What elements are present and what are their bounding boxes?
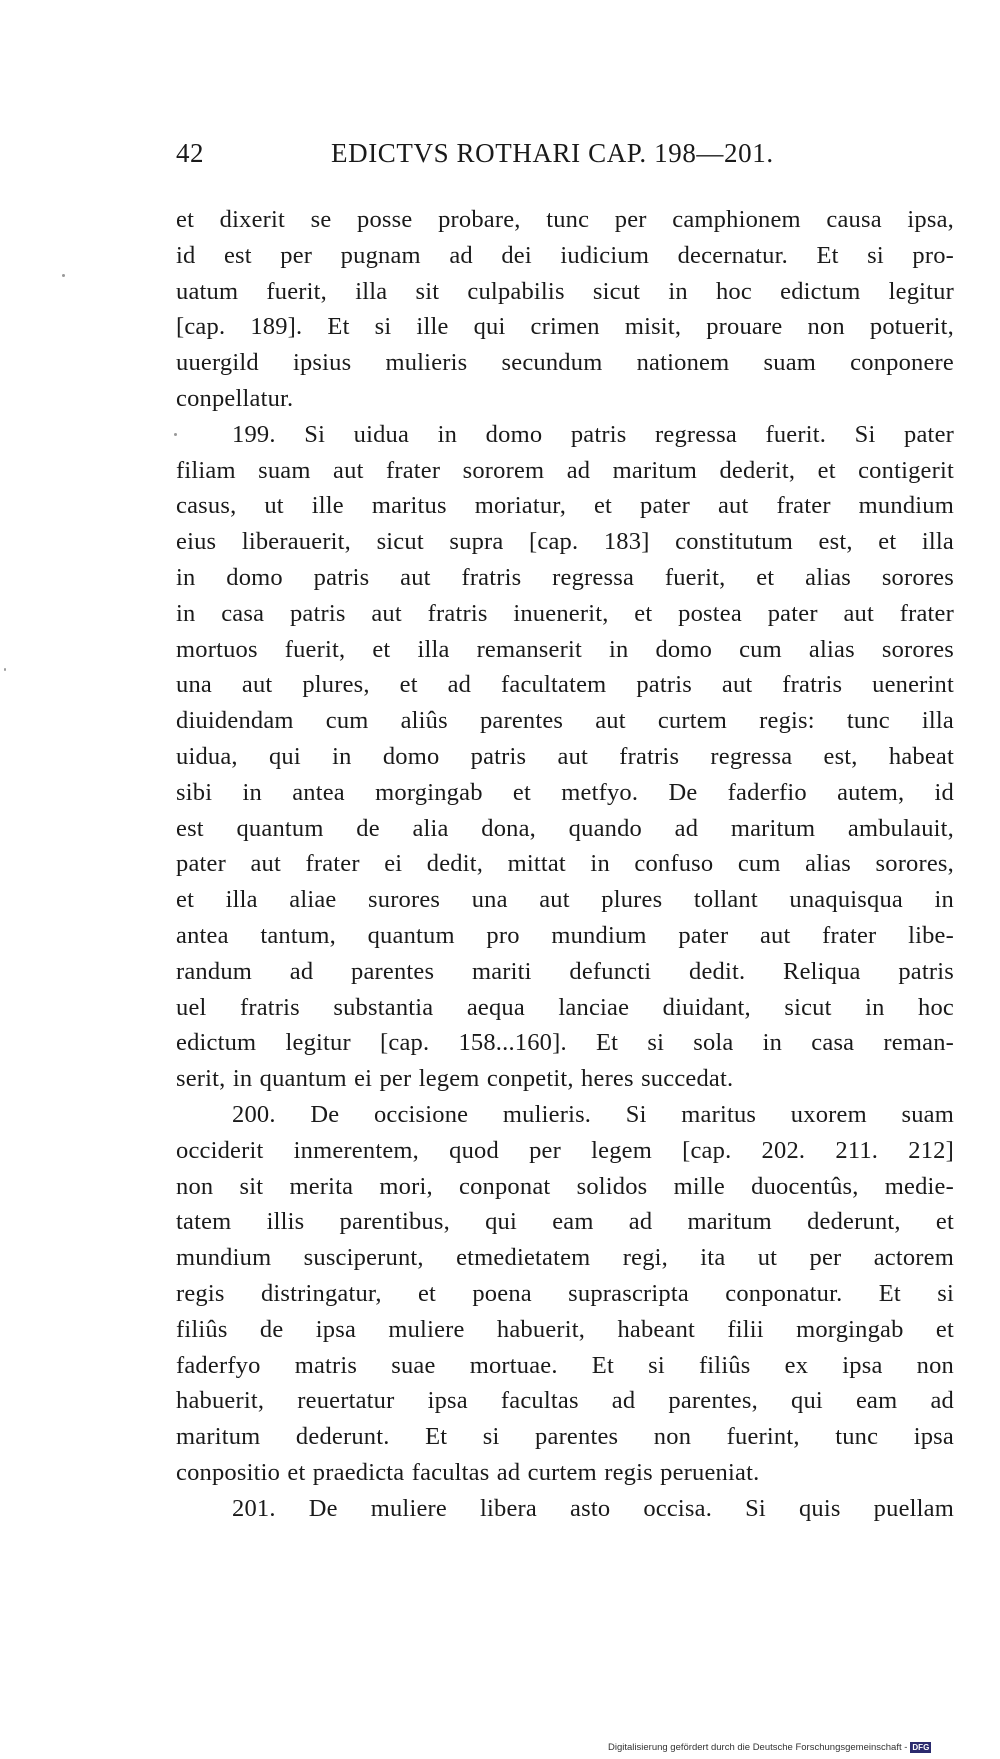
text-line: et dixerit se posse probare, tunc per camphionem causa ipsa, [176, 206, 954, 233]
text-line: [cap. 189]. Et si ille qui crimen misit, prouare non potuerit, [176, 313, 954, 341]
text-line: filiam suam aut frater sororem ad maritum dederit, et contigerit [176, 456, 954, 484]
text-line: 199. Si uidua in domo patris regressa fuerit. Si pater [232, 420, 954, 448]
text-line: conpositio et praedicta facultas ad curtem regis perueniat. [176, 1458, 760, 1486]
scan-speck [174, 433, 177, 436]
text-line: 200. De occisione mulieris. Si maritus uxorem suam [232, 1100, 954, 1128]
text-line: regis distringatur, et poena suprascripta conponatur. Et si [176, 1279, 954, 1307]
page-header [176, 138, 956, 178]
text-line: est quantum de alia dona, quando ad maritum ambulauit, [176, 814, 954, 842]
text-line: randum ad parentes mariti defuncti dedit. Reliqua patris [176, 957, 954, 985]
text-line: uidua, qui in domo patris aut fratris regressa est, habeat [176, 742, 954, 770]
text-line: in domo patris aut fratris regressa fuerit, et alias sorores [176, 563, 954, 591]
text-line: sibi in antea morgingab et metfyo. De faderfio autem, id [176, 778, 954, 806]
text-line: id est per pugnam ad dei iudicium decernatur. Et si pro- [176, 241, 954, 269]
text-line: serit, in quantum ei per legem conpetit, heres succedat. [176, 1065, 734, 1093]
digitization-credit [608, 1742, 998, 1756]
text-line: 201. De muliere libera asto occisa. Si quis puellam [232, 1494, 954, 1522]
text-line: uatum fuerit, illa sit culpabilis sicut in hoc edictum legitur [176, 277, 954, 305]
credit-text: Digitalisierung gefördert durch die Deutsche Forschungsgemeinschaft - [608, 1742, 908, 1754]
dfg-logo: DFG [912, 1743, 930, 1752]
text-line: uuergild ipsius mulieris secundum nationem suam conponere [176, 349, 954, 377]
page-number: 42 [176, 138, 204, 168]
text-line: eius liberauerit, sicut supra [cap. 183] constitutum est, et illa [176, 528, 954, 556]
scan-speck [4, 668, 6, 671]
text-line: antea tantum, quantum pro mundium pater aut frater libe- [176, 921, 954, 949]
text-line: mortuos fuerit, et illa remanserit in domo cum alias sorores [176, 635, 954, 663]
text-line: habuerit, reuertatur ipsa facultas ad parentes, qui eam ad [176, 1387, 954, 1415]
text-line: mundium susciperunt, etmedietatem regi, ita ut per actorem [176, 1244, 954, 1272]
text-line: edictum legitur [cap. 158...160]. Et si sola in casa reman- [176, 1029, 954, 1057]
text-line: et illa aliae surores una aut plures tollant unaquisqua in [176, 886, 954, 914]
text-line: occiderit inmerentem, quod per legem [cap. 202. 211. 212] [176, 1136, 954, 1164]
scan-speck [62, 274, 65, 277]
text-line: in casa patris aut fratris inuenerit, et postea pater aut frater [176, 599, 954, 627]
text-line: maritum dederunt. Et si parentes non fuerint, tunc ipsa [176, 1423, 954, 1451]
text-line: non sit merita mori, conponat solidos mille duocentûs, medie- [176, 1172, 954, 1200]
text-line: faderfyo matris suae mortuae. Et si filiûs ex ipsa non [176, 1351, 954, 1379]
text-line: uel fratris substantia aequa lanciae diuidant, sicut in hoc [176, 993, 954, 1021]
text-line: conpellatur. [176, 384, 294, 412]
text-line: casus, ut ille maritus moriatur, et pater aut frater mundium [176, 492, 954, 520]
text-line: pater aut frater ei dedit, mittat in confuso cum alias sorores, [176, 850, 954, 878]
text-line: una aut plures, et ad facultatem patris aut fratris uenerint [176, 671, 954, 699]
body-text [176, 202, 954, 1526]
text-line: filiûs de ipsa muliere habuerit, habeant filii morgingab et [176, 1315, 954, 1343]
text-line: diuidendam cum aliûs parentes aut curtem regis: tunc illa [176, 707, 954, 735]
text-line: tatem illis parentibus, qui eam ad maritum dederunt, et [176, 1208, 954, 1236]
running-title: EDICTVS ROTHARI CAP. 198—201. [331, 138, 774, 168]
